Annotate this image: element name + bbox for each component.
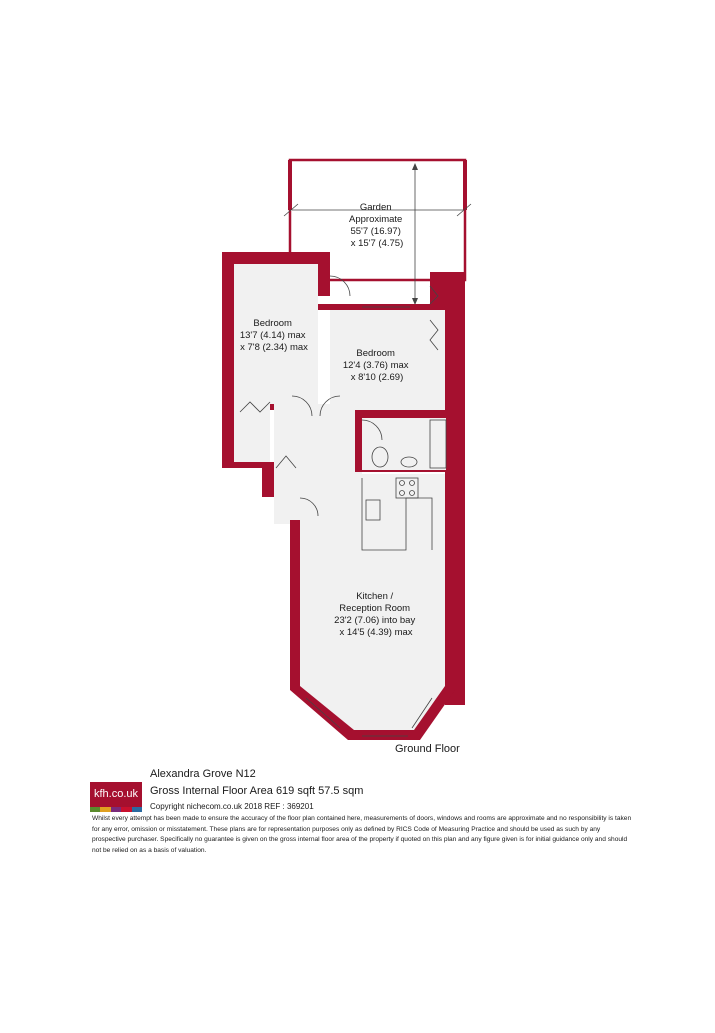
disclaimer: Whilst every attempt has been made to ensure the accuracy of the floor plan contained here, measurements of doors, windows and rooms are approximate and no responsibility is taken for any error, omission or misstatement. These plans are for representation purposes only as defined by RICS Code of Measuring Practice and should be used as such by any prospective purchaser. Specifically no guarantee is given on the gross internal floor area of the property if quoted on this plan and any figure given is for initial guidance only and should not be relied on as a basis of valuation. xyxy=(92,815,632,854)
logo-bar-segment xyxy=(121,807,131,812)
logo-bar-segment xyxy=(111,807,121,812)
logo-bar-segment xyxy=(132,807,142,812)
floor-label: Ground Floor xyxy=(395,743,460,755)
logo-text: kfh.co.uk xyxy=(93,788,139,800)
garden-label: Garden Approximate 55'7 (16.97) x 15'7 (4.75) xyxy=(349,202,404,249)
bedroom-2-label: Bedroom 12'4 (3.76) max x 8'10 (2.69) xyxy=(342,348,409,383)
logo-colour-bar xyxy=(90,807,142,812)
property-address: Alexandra Grove N12 xyxy=(150,768,256,780)
copyright: Copyright nichecom.co.uk 2018 REF : 369201 xyxy=(150,802,314,811)
logo-bar-segment xyxy=(100,807,110,812)
kfh-logo xyxy=(90,782,142,812)
kitchen-reception-label: Kitchen / Reception Room 23'2 (7.06) into bay x 14'5 (4.39) max xyxy=(334,591,416,638)
logo-bar-segment xyxy=(90,807,100,812)
floor-area: Gross Internal Floor Area 619 sqft 57.5 sqm xyxy=(150,785,364,797)
bedroom-1-label: Bedroom 13'7 (4.14) max x 7'8 (2.34) max xyxy=(239,318,308,353)
